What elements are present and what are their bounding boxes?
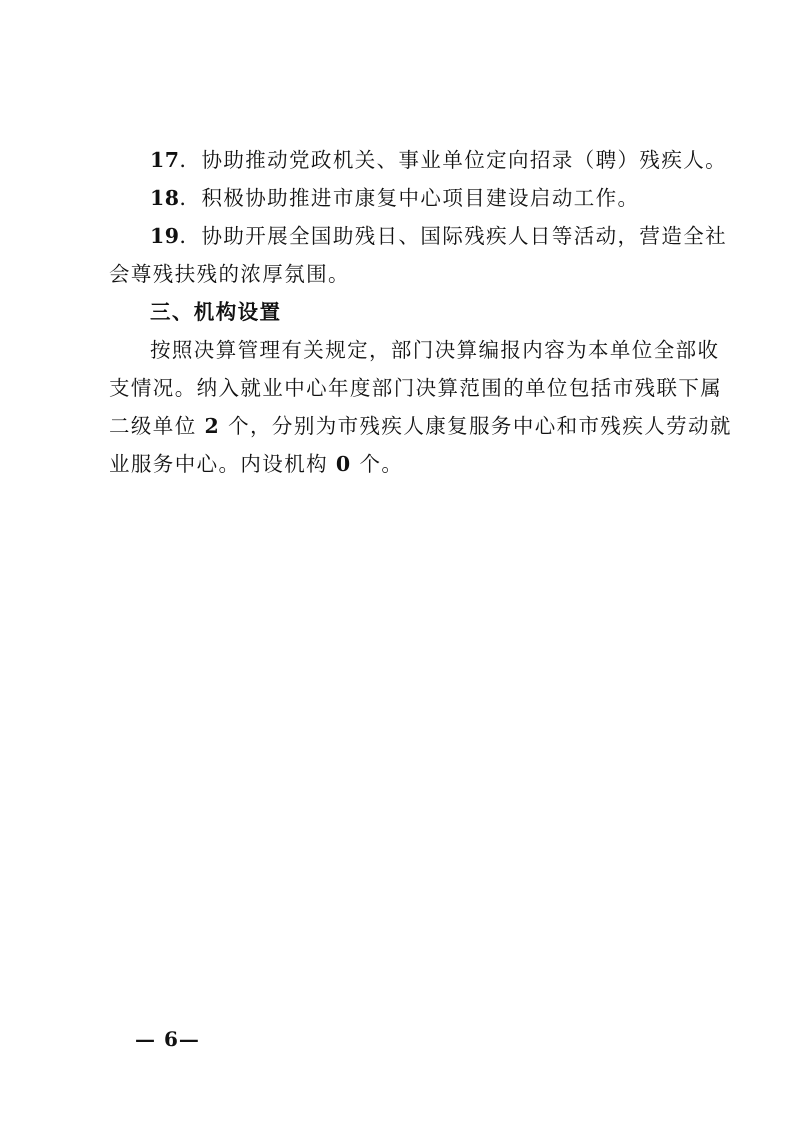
item-separator: ． [179,186,202,210]
section-heading: 三、机构设置 [150,300,282,324]
paragraph-line-4 [109,445,694,483]
item-number: 17 [150,148,180,172]
item-separator: ． [179,224,202,248]
item-number: 18 [150,186,180,210]
list-item-19-continuation [109,255,694,293]
list-item-17 [109,141,728,179]
paragraph-line-2: 支情况。纳入就业中心年度部门决算范围的单位包括市残联下属 [109,376,723,400]
list-item-19 [109,217,728,255]
document-body [109,141,732,483]
page-number: — 6— [135,1027,200,1051]
item-separator: ． [179,148,202,172]
item-number: 19 [150,224,180,248]
list-item-18 [109,179,694,217]
paragraph-line-1: 按照决算管理有关规定，部门决算编报内容为本单位全部收 [150,338,720,362]
item-text-line2: 会尊残扶残的浓厚氛围。 [109,262,350,286]
paragraph-text: 业服务中心。内设机构 [109,452,336,476]
unit-count: 2 [204,414,221,438]
paragraph-text: 二级单位 [109,414,205,438]
paragraph-text: 个。 [351,452,404,476]
internal-unit-count: 0 [335,452,352,476]
paragraph-text: 个，分别为市残疾人康复服务中心和市残疾人劳动就 [220,414,732,438]
item-text-line1: 协助开展全国助残日、国际残疾人日等活动，营造全社 [201,224,728,248]
paragraph-line-3 [109,407,732,445]
item-text: 积极协助推进市康复中心项目建设启动工作。 [201,186,640,210]
item-text: 协助推动党政机关、事业单位定向招录（聘）残疾人。 [201,148,728,172]
